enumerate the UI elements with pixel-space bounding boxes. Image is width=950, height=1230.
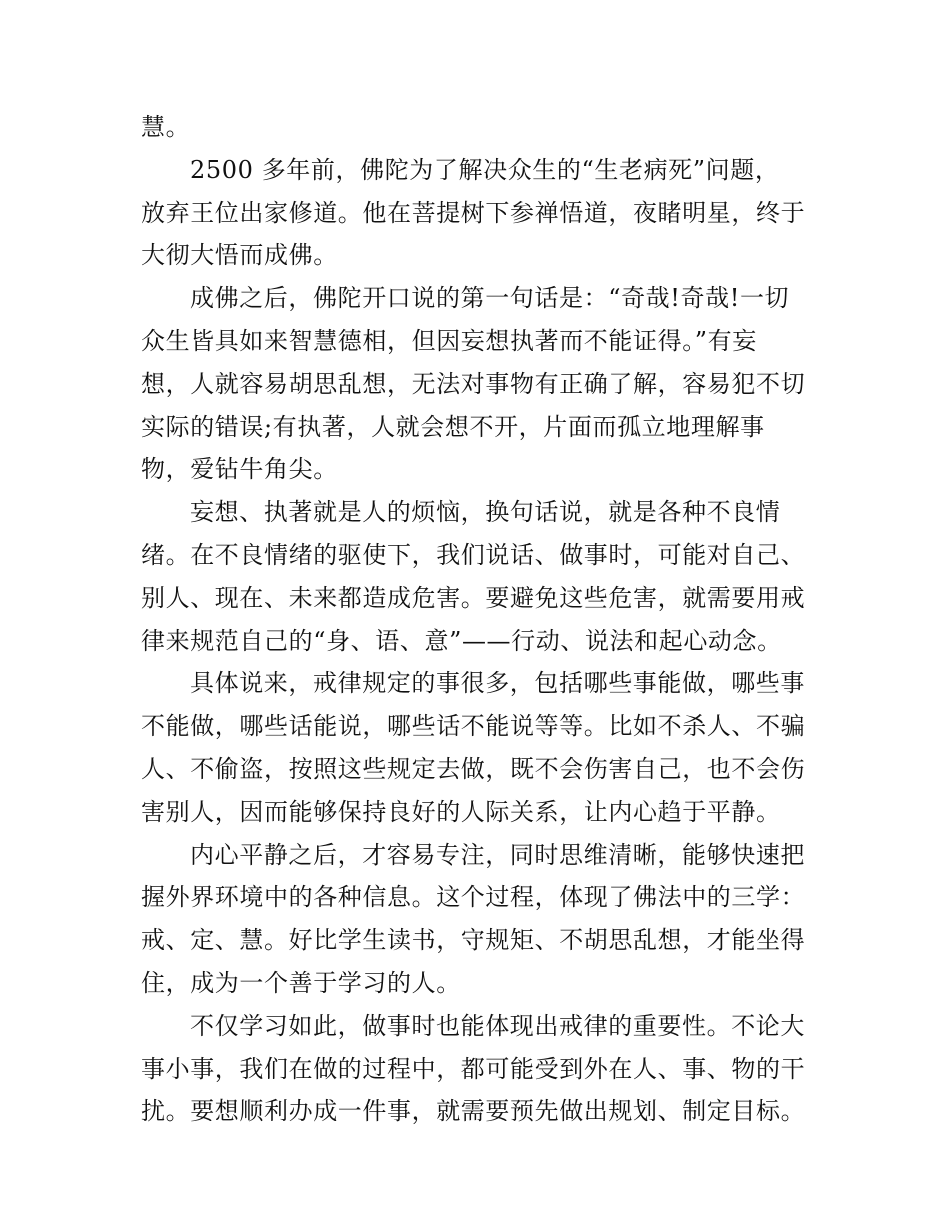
text-line: 物，爱钻牛角尖。 [141,455,338,484]
text-line: 律来规范自己的“身、语、意”——行动、说法和起心动念。 [141,626,782,655]
text-line: 想，人就容易胡思乱想，无法对事物有正确了解，容易犯不切 [141,369,806,398]
text-line: 不能做，哪些话能说，哪些话不能说等等。比如不杀人、不骗 [141,712,806,741]
text-line: 扰。要想顺利办成一件事，就需要预先做出规划、制定目标。 [141,1097,806,1126]
paragraph-first-line: 内心平静之后，才容易专注，同时思维清晰，能够快速把 [190,840,805,869]
text-line: 握外界环境中的各种信息。这个过程，体现了佛法中的三学： [141,883,806,912]
text-line: 众生皆具如来智慧德相，但因妄想执著而不能证得。”有妄 [141,326,757,355]
paragraph-first-line: 2500 多年前，佛陀为了解决众生的“生老病死”问题， [190,155,780,184]
text-line: 实际的错误;有执著，人就会想不开，片面而孤立地理解事 [141,412,765,441]
text-line: 大彻大悟而成佛。 [141,241,338,270]
text-line: 害别人，因而能够保持良好的人际关系，让内心趋于平静。 [141,797,781,826]
body-text [141,106,813,1133]
text-line: 住，成为一个善于学习的人。 [141,968,461,997]
text-line: 事小事，我们在做的过程中，都可能受到外在人、事、物的干 [141,1054,806,1083]
paragraph-first-line: 妄想、执著就是人的烦恼，换句话说，就是各种不良情 [190,498,781,527]
paragraph-first-line: 不仅学习如此，做事时也能体现出戒律的重要性。不论大 [190,1011,805,1040]
text-line: 放弃王位出家修道。他在菩提树下参禅悟道，夜睹明星，终于 [141,198,806,227]
text-line: 绪。在不良情绪的驱使下，我们说话、做事时，可能对自己、 [141,540,806,569]
text-line: 慧。 [141,113,191,141]
text-line: 戒、定、慧。好比学生读书，守规矩、不胡思乱想，才能坐得 [141,926,806,955]
text-line: 别人、现在、未来都造成危害。要避免这些危害，就需要用戒 [141,583,806,612]
paragraph-first-line: 具体说来，戒律规定的事很多，包括哪些事能做，哪些事 [190,669,805,698]
text-line: 人、不偷盗，按照这些规定去做，既不会伤害自己，也不会伤 [141,754,806,783]
paragraph-first-line: 成佛之后，佛陀开口说的第一句话是：“奇哉!奇哉!一切 [190,284,790,313]
